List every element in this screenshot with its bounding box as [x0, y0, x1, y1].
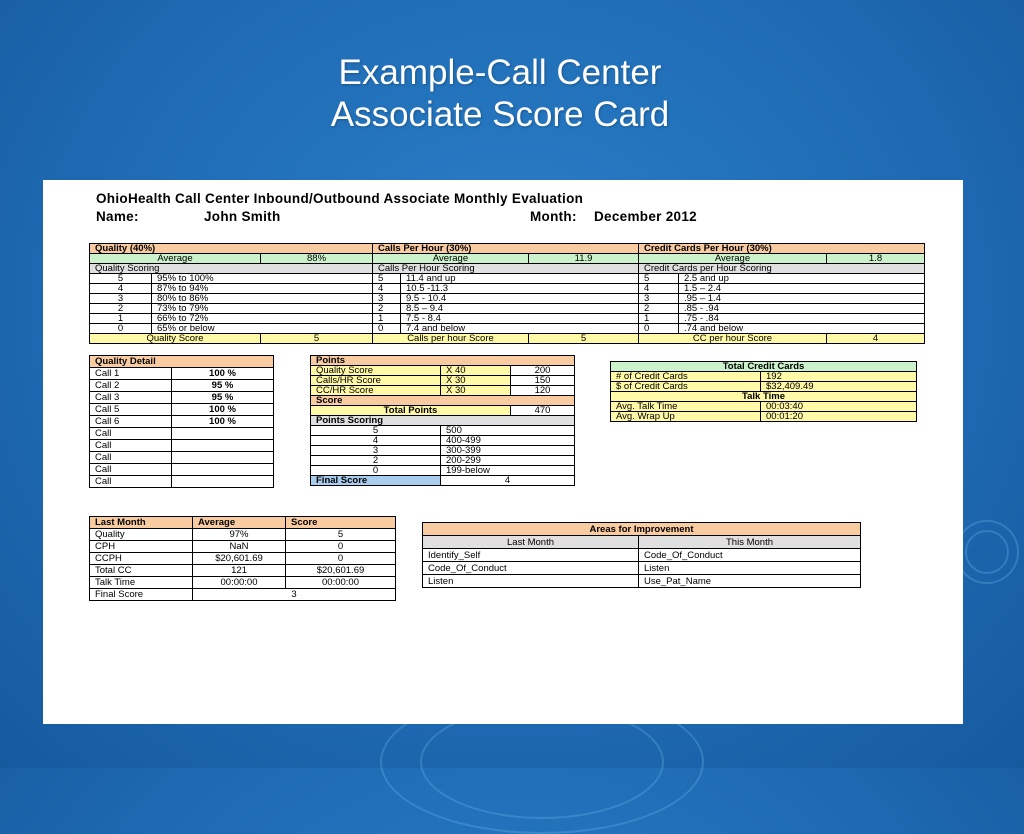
quality-detail-call: Call — [90, 440, 172, 452]
quality-detail-value — [172, 464, 274, 476]
ccph-title: Credit Cards Per Hour (30%) — [639, 244, 925, 254]
cph-range: 10.5 -11.3 — [401, 284, 639, 294]
ccph-score: 1 — [639, 314, 679, 324]
ccph-range: .85 - .94 — [679, 304, 925, 314]
quality-range: 80% to 86% — [152, 294, 373, 304]
last-month-label: Talk Time — [90, 577, 193, 589]
quality-average-value: 88% — [261, 254, 373, 264]
quality-range: 66% to 72% — [152, 314, 373, 324]
last-month-score: 00:00:00 — [286, 577, 396, 589]
last-month-average: 97% — [193, 529, 286, 541]
ccph-scoring-label: Credit Cards per Hour Scoring — [639, 264, 925, 274]
ccph-score-value: 4 — [827, 334, 925, 344]
quality-detail-value — [172, 440, 274, 452]
quality-detail-call: Call 1 — [90, 368, 172, 380]
points-scoring-score: 4 — [311, 436, 441, 446]
cph-score: 4 — [373, 284, 401, 294]
month-label: Month: — [530, 209, 577, 224]
last-month-average: 00:00:00 — [193, 577, 286, 589]
last-month-average: NaN — [193, 541, 286, 553]
points-scoring-range: 500 — [441, 426, 575, 436]
quality-detail-value: 100 % — [172, 404, 274, 416]
total-points-value: 470 — [511, 406, 575, 416]
quality-score: 1 — [90, 314, 152, 324]
quality-range: 65% or below — [152, 324, 373, 334]
last-month-header: Average — [193, 517, 286, 529]
quality-range: 95% to 100% — [152, 274, 373, 284]
final-score-value: 4 — [441, 476, 575, 486]
quality-detail-call: Call 6 — [90, 416, 172, 428]
improvement-header: Last Month — [423, 536, 639, 549]
quality-scoring-label: Quality Scoring — [90, 264, 373, 274]
points-scoring-range: 300-399 — [441, 446, 575, 456]
talk-time-title: Talk Time — [611, 392, 917, 402]
points-scoring-label: Points Scoring — [311, 416, 575, 426]
quality-range: 73% to 79% — [152, 304, 373, 314]
last-month-score: 0 — [286, 541, 396, 553]
quality-score: 4 — [90, 284, 152, 294]
quality-score: 3 — [90, 294, 152, 304]
evaluation-title: OhioHealth Call Center Inbound/Outbound Associate Monthly Evaluation — [96, 191, 584, 206]
last-month-label: Total CC — [90, 565, 193, 577]
quality-detail-value: 95 % — [172, 392, 274, 404]
improvement-this-month: Use_Pat_Name — [639, 575, 861, 588]
cph-range: 7.4 and below — [401, 324, 639, 334]
cph-score: 1 — [373, 314, 401, 324]
quality-detail-table — [89, 355, 274, 488]
cph-average-label: Average — [373, 254, 529, 264]
slide-title-line-2: Associate Score Card — [330, 95, 670, 134]
slide-title — [0, 52, 1000, 136]
points-table — [310, 355, 575, 486]
last-month-header: Last Month — [90, 517, 193, 529]
last-month-final-label: Final Score — [90, 589, 193, 601]
talk-time-value: 00:03:40 — [761, 402, 917, 412]
calls-per-hour-table — [372, 243, 639, 344]
points-label: Calls/HR Score — [311, 376, 441, 386]
last-month-label: CCPH — [90, 553, 193, 565]
quality-detail-value — [172, 476, 274, 488]
quality-detail-value — [172, 428, 274, 440]
cph-score: 2 — [373, 304, 401, 314]
points-multiplier: X 30 — [441, 376, 511, 386]
quality-score-value: 5 — [261, 334, 373, 344]
improvement-this-month: Listen — [639, 562, 861, 575]
cph-score: 3 — [373, 294, 401, 304]
cph-score: 0 — [373, 324, 401, 334]
ccph-range: .95 – 1.4 — [679, 294, 925, 304]
credit-card-value: $32,409.49 — [761, 382, 917, 392]
last-month-final-value: 3 — [193, 589, 396, 601]
quality-score-label: Quality Score — [90, 334, 261, 344]
cph-score-label: Calls per hour Score — [373, 334, 529, 344]
last-month-header: Score — [286, 517, 396, 529]
improvement-last-month: Listen — [423, 575, 639, 588]
credit-card-value: 192 — [761, 372, 917, 382]
quality-score: 5 — [90, 274, 152, 284]
improvement-last-month: Code_Of_Conduct — [423, 562, 639, 575]
quality-detail-value: 100 % — [172, 368, 274, 380]
points-scoring-range: 199-below — [441, 466, 575, 476]
areas-for-improvement-table — [422, 522, 861, 588]
improvement-last-month: Identify_Self — [423, 549, 639, 562]
quality-detail-title: Quality Detail — [90, 356, 274, 368]
quality-title: Quality (40%) — [90, 244, 373, 254]
quality-detail-call: Call — [90, 428, 172, 440]
points-scoring-score: 5 — [311, 426, 441, 436]
points-value: 150 — [511, 376, 575, 386]
quality-detail-call: Call 2 — [90, 380, 172, 392]
quality-detail-value: 100 % — [172, 416, 274, 428]
quality-score: 2 — [90, 304, 152, 314]
last-month-score: 5 — [286, 529, 396, 541]
cph-range: 9.5 - 10.4 — [401, 294, 639, 304]
talk-time-label: Avg. Wrap Up — [611, 412, 761, 422]
cph-scoring-label: Calls Per Hour Scoring — [373, 264, 639, 274]
quality-detail-call: Call — [90, 452, 172, 464]
quality-detail-call: Call — [90, 476, 172, 488]
quality-detail-value — [172, 452, 274, 464]
decorative-swirl — [965, 530, 1009, 574]
credit-card-label: $ of Credit Cards — [611, 382, 761, 392]
score-card-sheet — [43, 180, 963, 724]
quality-table — [89, 243, 373, 344]
cph-title: Calls Per Hour (30%) — [373, 244, 639, 254]
quality-detail-value: 95 % — [172, 380, 274, 392]
points-scoring-range: 400-499 — [441, 436, 575, 446]
ccph-score: 2 — [639, 304, 679, 314]
points-scoring-score: 0 — [311, 466, 441, 476]
last-month-table — [89, 516, 396, 601]
ccph-range: 1.5 – 2.4 — [679, 284, 925, 294]
cph-average-value: 11.9 — [529, 254, 639, 264]
slide-title-line-1: Example-Call Center — [338, 53, 662, 92]
quality-range: 87% to 94% — [152, 284, 373, 294]
ccph-range: .74 and below — [679, 324, 925, 334]
total-credit-cards-title: Total Credit Cards — [611, 362, 917, 372]
points-title: Points — [311, 356, 575, 366]
ccph-range: 2.5 and up — [679, 274, 925, 284]
points-score-label: Score — [311, 396, 575, 406]
quality-detail-call: Call 5 — [90, 404, 172, 416]
last-month-average: 121 — [193, 565, 286, 577]
month-value: December 2012 — [594, 209, 697, 224]
last-month-label: Quality — [90, 529, 193, 541]
cph-range: 7.5 - 8.4 — [401, 314, 639, 324]
points-multiplier: X 30 — [441, 386, 511, 396]
credit-card-label: # of Credit Cards — [611, 372, 761, 382]
credit-cards-per-hour-table — [638, 243, 925, 344]
last-month-score: $20,601.69 — [286, 565, 396, 577]
last-month-label: CPH — [90, 541, 193, 553]
totals-table — [610, 361, 917, 422]
cph-range: 11.4 and up — [401, 274, 639, 284]
name-value: John Smith — [204, 209, 281, 224]
cph-score-value: 5 — [529, 334, 639, 344]
cph-score: 5 — [373, 274, 401, 284]
last-month-average: $20,601.69 — [193, 553, 286, 565]
quality-detail-call: Call — [90, 464, 172, 476]
improvement-title: Areas for Improvement — [423, 523, 861, 536]
points-label: Quality Score — [311, 366, 441, 376]
improvement-this-month: Code_Of_Conduct — [639, 549, 861, 562]
points-scoring-score: 2 — [311, 456, 441, 466]
points-multiplier: X 40 — [441, 366, 511, 376]
ccph-average-value: 1.8 — [827, 254, 925, 264]
points-label: CC/HR Score — [311, 386, 441, 396]
points-scoring-score: 3 — [311, 446, 441, 456]
ccph-score: 0 — [639, 324, 679, 334]
quality-average-label: Average — [90, 254, 261, 264]
last-month-score: 0 — [286, 553, 396, 565]
talk-time-value: 00:01:20 — [761, 412, 917, 422]
cph-range: 8.5 – 9.4 — [401, 304, 639, 314]
points-value: 200 — [511, 366, 575, 376]
ccph-score: 4 — [639, 284, 679, 294]
points-value: 120 — [511, 386, 575, 396]
quality-score: 0 — [90, 324, 152, 334]
total-points-label: Total Points — [311, 406, 511, 416]
ccph-average-label: Average — [639, 254, 827, 264]
name-label: Name: — [96, 209, 139, 224]
ccph-range: .75 - .84 — [679, 314, 925, 324]
improvement-header: This Month — [639, 536, 861, 549]
talk-time-label: Avg. Talk Time — [611, 402, 761, 412]
points-scoring-range: 200-299 — [441, 456, 575, 466]
ccph-score: 5 — [639, 274, 679, 284]
ccph-score: 3 — [639, 294, 679, 304]
ccph-score-label: CC per hour Score — [639, 334, 827, 344]
quality-detail-call: Call 3 — [90, 392, 172, 404]
final-score-label: Final Score — [311, 476, 441, 486]
